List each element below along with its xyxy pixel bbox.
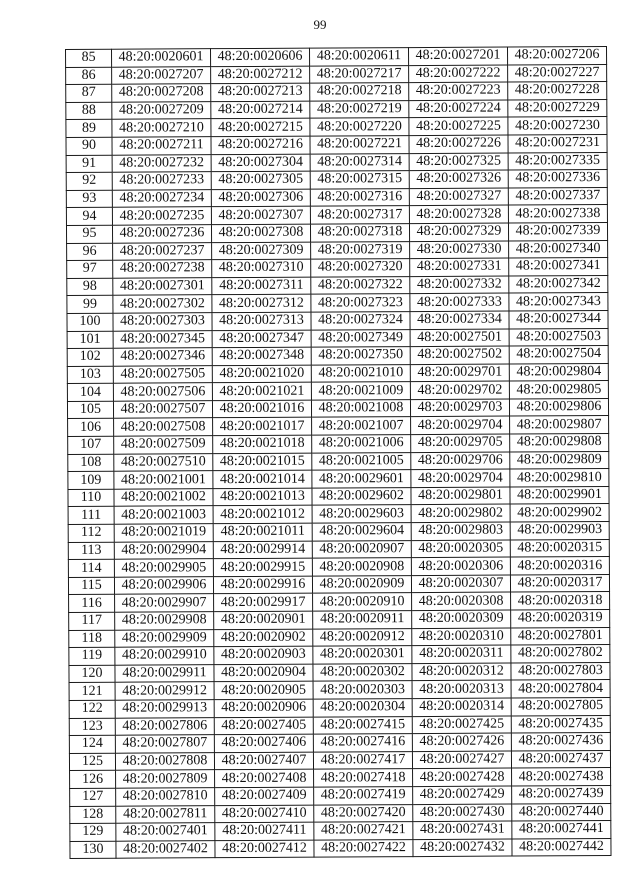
row-number: 127 xyxy=(70,788,116,806)
cadastral-number-cell: 48:20:0027206 xyxy=(507,46,606,64)
cadastral-number-cell: 48:20:0027419 xyxy=(314,787,413,805)
cadastral-number-cell: 48:20:0027338 xyxy=(508,205,607,223)
cadastral-number-cell: 48:20:0027425 xyxy=(412,716,511,734)
cadastral-number-cell: 48:20:0027221 xyxy=(310,136,409,154)
cadastral-number-cell: 48:20:0027326 xyxy=(409,170,508,188)
cadastral-number-cell: 48:20:0029904 xyxy=(114,541,213,559)
cadastral-number-cell: 48:20:0027421 xyxy=(314,822,413,840)
row-number: 105 xyxy=(67,401,113,419)
cadastral-number-cell: 48:20:0027224 xyxy=(409,100,508,118)
cadastral-number-cell: 48:20:0027318 xyxy=(310,224,409,242)
cadastral-number-cell: 48:20:0021011 xyxy=(213,523,312,541)
cadastral-number-cell: 48:20:0027440 xyxy=(512,803,611,821)
cadastral-number-cell: 48:20:0020319 xyxy=(511,609,610,627)
cadastral-number-cell: 48:20:0027214 xyxy=(211,101,310,119)
cadastral-number-cell: 48:20:0029602 xyxy=(312,487,411,505)
cadastral-number-cell: 48:20:0027415 xyxy=(313,716,412,734)
cadastral-number-cell: 48:20:0029704 xyxy=(411,416,510,434)
cadastral-number-cell: 48:20:0020305 xyxy=(411,540,510,558)
cadastral-number-cell: 48:20:0021015 xyxy=(213,453,312,471)
row-number: 104 xyxy=(67,384,113,402)
row-number: 98 xyxy=(67,278,113,296)
cadastral-number-cell: 48:20:0020312 xyxy=(412,663,511,681)
cadastral-number-cell: 48:20:0029807 xyxy=(510,416,609,434)
cadastral-number-cell: 48:20:0027342 xyxy=(509,275,608,293)
cadastral-number-cell: 48:20:0029706 xyxy=(411,452,510,470)
cadastral-number-cell: 48:20:0020901 xyxy=(214,611,313,629)
cadastral-number-cell: 48:20:0029912 xyxy=(115,682,214,700)
cadastral-number-cell: 48:20:0027316 xyxy=(310,188,409,206)
cadastral-number-cell: 48:20:0027208 xyxy=(112,84,211,102)
cadastral-number-cell: 48:20:0027408 xyxy=(215,769,314,787)
cadastral-number-cell: 48:20:0027324 xyxy=(311,311,410,329)
cadastral-number-cell: 48:20:0027222 xyxy=(409,65,508,83)
row-number: 101 xyxy=(67,331,113,349)
cadastral-number-cell: 48:20:0027330 xyxy=(410,241,509,259)
cadastral-number-cell: 48:20:0027337 xyxy=(508,187,607,205)
cadastral-number-cell: 48:20:0027803 xyxy=(511,662,610,680)
cadastral-number-cell: 48:20:0027236 xyxy=(112,225,211,243)
cadastral-number-cell: 48:20:0029809 xyxy=(510,451,609,469)
cadastral-number-cell: 48:20:0021009 xyxy=(311,382,410,400)
cadastral-number-cell: 48:20:0027409 xyxy=(215,787,314,805)
cadastral-number-cell: 48:20:0029804 xyxy=(509,363,608,381)
cadastral-number-cell: 48:20:0027340 xyxy=(509,240,608,258)
row-number: 100 xyxy=(67,313,113,331)
cadastral-number-cell: 48:20:0027806 xyxy=(115,717,214,735)
cadastral-number-cell: 48:20:0020316 xyxy=(510,557,609,575)
cadastral-number-cell: 48:20:0020311 xyxy=(412,645,511,663)
cadastral-number-cell: 48:20:0029808 xyxy=(510,434,609,452)
cadastral-number-cell: 48:20:0029917 xyxy=(214,594,313,612)
cadastral-number-cell: 48:20:0027313 xyxy=(212,312,311,330)
cadastral-number-cell: 48:20:0029909 xyxy=(115,629,214,647)
row-number: 123 xyxy=(69,718,115,736)
cadastral-number-cell: 48:20:0027305 xyxy=(211,171,310,189)
cadastral-number-cell: 48:20:0027441 xyxy=(512,821,611,839)
cadastral-number-cell: 48:20:0027438 xyxy=(512,768,611,786)
cadastral-number-cell: 48:20:0027231 xyxy=(508,134,607,152)
cadastral-number-cell: 48:20:0027333 xyxy=(410,293,509,311)
cadastral-number-cell: 48:20:0027811 xyxy=(116,805,215,823)
cadastral-number-cell: 48:20:0029810 xyxy=(510,469,609,487)
cadastral-number-cell: 48:20:0020906 xyxy=(214,699,313,717)
row-number: 87 xyxy=(66,84,112,102)
cadastral-number-cell: 48:20:0020905 xyxy=(214,681,313,699)
cadastral-number-cell: 48:20:0027233 xyxy=(112,172,211,190)
cadastral-number-cell: 48:20:0029705 xyxy=(411,434,510,452)
cadastral-number-cell: 48:20:0027228 xyxy=(508,82,607,100)
cadastral-number-cell: 48:20:0027420 xyxy=(314,804,413,822)
row-number: 116 xyxy=(69,595,115,613)
cadastral-number-cell: 48:20:0027402 xyxy=(116,840,215,858)
cadastral-number-cell: 48:20:0027502 xyxy=(410,346,509,364)
cadastral-number-cell: 48:20:0027348 xyxy=(212,347,311,365)
cadastral-number-cell: 48:20:0027303 xyxy=(113,313,212,331)
cadastral-number-cell: 48:20:0027302 xyxy=(113,295,212,313)
cadastral-number-cell: 48:20:0020911 xyxy=(313,611,412,629)
cadastral-number-cell: 48:20:0027323 xyxy=(311,294,410,312)
cadastral-number-cell: 48:20:0029604 xyxy=(312,523,411,541)
row-number: 90 xyxy=(66,137,112,155)
cadastral-number-cell: 48:20:0027309 xyxy=(212,242,311,260)
row-number: 122 xyxy=(69,700,115,718)
cadastral-number-cell: 48:20:0021021 xyxy=(212,382,311,400)
cadastral-number-cell: 48:20:0027327 xyxy=(409,188,508,206)
row-number: 113 xyxy=(68,542,114,560)
cadastral-number-cell: 48:20:0027344 xyxy=(509,310,608,328)
cadastral-number-cell: 48:20:0027331 xyxy=(410,258,509,276)
cadastral-number-cell: 48:20:0027405 xyxy=(214,717,313,735)
cadastral-number-cell: 48:20:0020904 xyxy=(214,664,313,682)
cadastral-number-cell: 48:20:0021008 xyxy=(311,399,410,417)
cadastral-number-cell: 48:20:0021012 xyxy=(213,506,312,524)
cadastral-number-cell: 48:20:0021006 xyxy=(312,435,411,453)
cadastral-number-cell: 48:20:0027507 xyxy=(113,401,212,419)
cadastral-number-cell: 48:20:0027237 xyxy=(113,242,212,260)
cadastral-number-cell: 48:20:0020308 xyxy=(412,592,511,610)
cadastral-number-cell: 48:20:0027343 xyxy=(509,293,608,311)
cadastral-number-cell: 48:20:0027335 xyxy=(508,152,607,170)
cadastral-number-cell: 48:20:0020606 xyxy=(211,48,310,66)
cadastral-number-cell: 48:20:0027418 xyxy=(314,769,413,787)
row-number: 118 xyxy=(69,630,115,648)
row-number: 86 xyxy=(66,67,112,85)
cadastral-number-cell: 48:20:0027411 xyxy=(215,822,314,840)
cadastral-number-cell: 48:20:0021020 xyxy=(212,365,311,383)
row-number: 96 xyxy=(67,243,113,261)
cadastral-number-cell: 48:20:0029915 xyxy=(213,558,312,576)
cadastral-number-cell: 48:20:0027310 xyxy=(212,259,311,277)
cadastral-number-cell: 48:20:0020302 xyxy=(313,663,412,681)
row-number: 129 xyxy=(70,823,116,841)
cadastral-number-cell: 48:20:0029805 xyxy=(509,381,608,399)
cadastral-number-cell: 48:20:0027442 xyxy=(512,838,611,856)
cadastral-number-cell: 48:20:0027412 xyxy=(215,840,314,858)
cadastral-number-cell: 48:20:0027422 xyxy=(314,839,413,857)
cadastral-number-cell: 48:20:0020310 xyxy=(412,628,511,646)
cadastral-number-cell: 48:20:0027210 xyxy=(112,119,211,137)
cadastral-number-cell: 48:20:0027801 xyxy=(511,627,610,645)
cadastral-number-cell: 48:20:0029806 xyxy=(509,398,608,416)
cadastral-number-cell: 48:20:0027322 xyxy=(311,276,410,294)
cadastral-number-cell: 48:20:0029801 xyxy=(411,487,510,505)
cadastral-number-cell: 48:20:0027501 xyxy=(410,329,509,347)
cadastral-number-cell: 48:20:0029702 xyxy=(410,381,509,399)
cadastral-number-cell: 48:20:0029701 xyxy=(410,364,509,382)
cadastral-number-cell: 48:20:0021003 xyxy=(114,506,213,524)
cadastral-number-cell: 48:20:0020304 xyxy=(313,699,412,717)
cadastral-number-cell: 48:20:0020601 xyxy=(112,49,211,67)
cadastral-number-cell: 48:20:0027350 xyxy=(311,347,410,365)
row-number: 103 xyxy=(67,366,113,384)
cadastral-number-cell: 48:20:0027436 xyxy=(511,733,610,751)
table-row xyxy=(70,838,611,859)
cadastral-number-cell: 48:20:0027346 xyxy=(113,348,212,366)
cadastral-number-cell: 48:20:0029903 xyxy=(510,521,609,539)
cadastral-number-cell: 48:20:0027215 xyxy=(211,119,310,137)
row-number: 109 xyxy=(68,471,114,489)
cadastral-number-cell: 48:20:0020303 xyxy=(313,681,412,699)
cadastral-number-cell: 48:20:0027336 xyxy=(508,170,607,188)
cadastral-number-cell: 48:20:0027311 xyxy=(212,277,311,295)
row-number: 124 xyxy=(69,735,115,753)
cadastral-number-cell: 48:20:0027307 xyxy=(211,206,310,224)
cadastral-number-cell: 48:20:0021016 xyxy=(212,400,311,418)
cadastral-number-cell: 48:20:0021010 xyxy=(311,364,410,382)
row-number: 121 xyxy=(69,683,115,701)
cadastral-number-cell: 48:20:0027504 xyxy=(509,346,608,364)
cadastral-number-cell: 48:20:0027810 xyxy=(116,788,215,806)
cadastral-number-cell: 48:20:0027407 xyxy=(214,752,313,770)
cadastral-number-cell: 48:20:0029913 xyxy=(115,700,214,718)
cadastral-number-cell: 48:20:0027213 xyxy=(211,83,310,101)
cadastral-number-cell: 48:20:0027216 xyxy=(211,136,310,154)
cadastral-number-cell: 48:20:0027807 xyxy=(115,735,214,753)
cadastral-number-cell: 48:20:0027232 xyxy=(112,154,211,172)
cadastral-number-cell: 48:20:0029905 xyxy=(114,559,213,577)
cadastral-number-cell: 48:20:0027410 xyxy=(215,805,314,823)
cadastral-number-cell: 48:20:0027325 xyxy=(409,153,508,171)
row-number: 92 xyxy=(66,172,112,190)
row-number: 111 xyxy=(68,507,114,525)
cadastral-number-cell: 48:20:0029704 xyxy=(411,469,510,487)
cadastral-number-cell: 48:20:0027229 xyxy=(508,99,607,117)
cadastral-number-cell: 48:20:0027430 xyxy=(413,804,512,822)
cadastral-number-cell: 48:20:0027207 xyxy=(112,66,211,84)
cadastral-number-cell: 48:20:0027329 xyxy=(409,223,508,241)
cadastral-number-cell: 48:20:0020309 xyxy=(412,610,511,628)
cadastral-number-cell: 48:20:0027209 xyxy=(112,101,211,119)
cadastral-number-cell: 48:20:0027429 xyxy=(413,786,512,804)
cadastral-number-cell: 48:20:0027223 xyxy=(409,82,508,100)
cadastral-number-cell: 48:20:0021013 xyxy=(213,488,312,506)
cadastral-number-cell: 48:20:0027234 xyxy=(112,189,211,207)
cadastral-number-cell: 48:20:0027226 xyxy=(409,135,508,153)
cadastral-number-cell: 48:20:0027319 xyxy=(311,241,410,259)
cadastral-number-cell: 48:20:0029601 xyxy=(312,470,411,488)
cadastral-number-cell: 48:20:0020313 xyxy=(412,680,511,698)
row-number: 108 xyxy=(68,454,114,472)
cadastral-number-cell: 48:20:0029908 xyxy=(115,612,214,630)
table-body xyxy=(66,46,612,858)
cadastral-number-cell: 48:20:0027416 xyxy=(313,734,412,752)
cadastral-number-cell: 48:20:0027339 xyxy=(508,222,607,240)
cadastral-number-cell: 48:20:0029907 xyxy=(115,594,214,612)
cadastral-number-cell: 48:20:0029901 xyxy=(510,486,609,504)
cadastral-number-cell: 48:20:0027211 xyxy=(112,137,211,155)
cadastral-number-cell: 48:20:0027227 xyxy=(508,64,607,82)
cadastral-number-cell: 48:20:0027301 xyxy=(113,277,212,295)
row-number: 114 xyxy=(68,559,114,577)
row-number: 97 xyxy=(67,260,113,278)
cadastral-number-cell: 48:20:0027320 xyxy=(311,259,410,277)
cadastral-number-cell: 48:20:0020301 xyxy=(313,646,412,664)
row-number: 93 xyxy=(66,190,112,208)
cadastral-number-cell: 48:20:0027401 xyxy=(116,823,215,841)
cadastral-number-cell: 48:20:0027332 xyxy=(410,276,509,294)
row-number: 91 xyxy=(66,155,112,173)
cadastral-number-cell: 48:20:0027217 xyxy=(310,65,409,83)
row-number: 99 xyxy=(67,296,113,314)
row-number: 117 xyxy=(69,612,115,630)
cadastral-number-cell: 48:20:0021014 xyxy=(213,470,312,488)
cadastral-number-cell: 48:20:0027306 xyxy=(211,189,310,207)
cadastral-number-cell: 48:20:0021002 xyxy=(114,489,213,507)
cadastral-number-cell: 48:20:0020902 xyxy=(214,629,313,647)
cadastral-number-cell: 48:20:0027427 xyxy=(412,751,511,769)
cadastral-number-cell: 48:20:0029910 xyxy=(115,647,214,665)
cadastral-table xyxy=(65,46,612,859)
cadastral-number-cell: 48:20:0020903 xyxy=(214,646,313,664)
cadastral-number-cell: 48:20:0027808 xyxy=(115,752,214,770)
cadastral-number-cell: 48:20:0020908 xyxy=(312,558,411,576)
cadastral-number-cell: 48:20:0027805 xyxy=(511,697,610,715)
cadastral-number-cell: 48:20:0027345 xyxy=(113,330,212,348)
row-number: 112 xyxy=(68,524,114,542)
cadastral-number-cell: 48:20:0027314 xyxy=(310,153,409,171)
cadastral-number-cell: 48:20:0021005 xyxy=(312,452,411,470)
cadastral-number-cell: 48:20:0021001 xyxy=(114,471,213,489)
cadastral-number-cell: 48:20:0029802 xyxy=(411,504,510,522)
cadastral-number-cell: 48:20:0027334 xyxy=(410,311,509,329)
row-number: 88 xyxy=(66,102,112,120)
page-number: 99 xyxy=(313,17,327,32)
cadastral-number-cell: 48:20:0027225 xyxy=(409,117,508,135)
row-number: 120 xyxy=(69,665,115,683)
cadastral-number-cell: 48:20:0027505 xyxy=(113,365,212,383)
cadastral-number-cell: 48:20:0029603 xyxy=(312,505,411,523)
cadastral-number-cell: 48:20:0027218 xyxy=(310,83,409,101)
cadastral-number-cell: 48:20:0027406 xyxy=(214,734,313,752)
cadastral-number-cell: 48:20:0027341 xyxy=(509,258,608,276)
cadastral-number-cell: 48:20:0027503 xyxy=(509,328,608,346)
row-number: 130 xyxy=(70,841,116,859)
cadastral-number-cell: 48:20:0027349 xyxy=(311,329,410,347)
cadastral-number-cell: 48:20:0027809 xyxy=(116,770,215,788)
cadastral-number-cell: 48:20:0027347 xyxy=(212,330,311,348)
cadastral-number-cell: 48:20:0029906 xyxy=(114,576,213,594)
cadastral-number-cell: 48:20:0027201 xyxy=(408,47,507,65)
cadastral-number-cell: 48:20:0027308 xyxy=(211,224,310,242)
cadastral-number-cell: 48:20:0027230 xyxy=(508,117,607,135)
cadastral-number-cell: 48:20:0027804 xyxy=(511,680,610,698)
cadastral-number-cell: 48:20:0020910 xyxy=(313,593,412,611)
cadastral-number-cell: 48:20:0027508 xyxy=(114,418,213,436)
cadastral-number-cell: 48:20:0027428 xyxy=(413,768,512,786)
row-number: 89 xyxy=(66,120,112,138)
row-number: 107 xyxy=(68,436,114,454)
cadastral-number-cell: 48:20:0020907 xyxy=(312,540,411,558)
cadastral-number-cell: 48:20:0020317 xyxy=(510,574,609,592)
row-number: 128 xyxy=(70,806,116,824)
row-number: 95 xyxy=(66,225,112,243)
cadastral-number-cell: 48:20:0027509 xyxy=(114,436,213,454)
cadastral-number-cell: 48:20:0027312 xyxy=(212,294,311,312)
row-number: 115 xyxy=(68,577,114,595)
cadastral-number-cell: 48:20:0027304 xyxy=(211,154,310,172)
row-number: 106 xyxy=(68,419,114,437)
cadastral-number-cell: 48:20:0027315 xyxy=(310,171,409,189)
cadastral-number-cell: 48:20:0020315 xyxy=(510,539,609,557)
row-number: 102 xyxy=(67,348,113,366)
cadastral-number-cell: 48:20:0021019 xyxy=(114,524,213,542)
row-number: 94 xyxy=(66,208,112,226)
cadastral-number-cell: 48:20:0027235 xyxy=(112,207,211,225)
cadastral-number-cell: 48:20:0020912 xyxy=(313,628,412,646)
cadastral-number-cell: 48:20:0021017 xyxy=(213,418,312,436)
cadastral-number-cell: 48:20:0029902 xyxy=(510,504,609,522)
row-number: 85 xyxy=(66,49,112,67)
cadastral-number-cell: 48:20:0029911 xyxy=(115,664,214,682)
cadastral-number-cell: 48:20:0027417 xyxy=(313,751,412,769)
row-number: 119 xyxy=(69,647,115,665)
cadastral-number-cell: 48:20:0027431 xyxy=(413,821,512,839)
cadastral-number-cell: 48:20:0029914 xyxy=(213,541,312,559)
cadastral-number-cell: 48:20:0027220 xyxy=(310,118,409,136)
table-wrapper xyxy=(65,46,612,859)
cadastral-number-cell: 48:20:0027802 xyxy=(511,645,610,663)
cadastral-number-cell: 48:20:0027317 xyxy=(310,206,409,224)
cadastral-number-cell: 48:20:0020318 xyxy=(511,592,610,610)
cadastral-number-cell: 48:20:0027439 xyxy=(512,785,611,803)
cadastral-number-cell: 48:20:0020314 xyxy=(412,698,511,716)
cadastral-number-cell: 48:20:0027510 xyxy=(114,453,213,471)
cadastral-number-cell: 48:20:0029803 xyxy=(411,522,510,540)
cadastral-number-cell: 48:20:0027432 xyxy=(413,839,512,857)
cadastral-number-cell: 48:20:0027426 xyxy=(412,733,511,751)
cadastral-number-cell: 48:20:0027435 xyxy=(511,715,610,733)
cadastral-number-cell: 48:20:0020611 xyxy=(309,48,408,66)
row-number: 125 xyxy=(69,753,115,771)
cadastral-number-cell: 48:20:0027238 xyxy=(113,260,212,278)
row-number: 110 xyxy=(68,489,114,507)
cadastral-number-cell: 48:20:0027506 xyxy=(113,383,212,401)
cadastral-number-cell: 48:20:0027219 xyxy=(310,100,409,118)
cadastral-number-cell: 48:20:0020306 xyxy=(411,557,510,575)
cadastral-number-cell: 48:20:0027212 xyxy=(211,66,310,84)
cadastral-number-cell: 48:20:0020909 xyxy=(312,575,411,593)
cadastral-number-cell: 48:20:0027328 xyxy=(409,205,508,223)
cadastral-number-cell: 48:20:0021007 xyxy=(312,417,411,435)
cadastral-number-cell: 48:20:0029916 xyxy=(213,576,312,594)
cadastral-number-cell: 48:20:0020307 xyxy=(411,575,510,593)
cadastral-number-cell: 48:20:0029703 xyxy=(410,399,509,417)
cadastral-number-cell: 48:20:0027437 xyxy=(511,750,610,768)
row-number: 126 xyxy=(70,771,116,789)
cadastral-number-cell: 48:20:0021018 xyxy=(213,435,312,453)
